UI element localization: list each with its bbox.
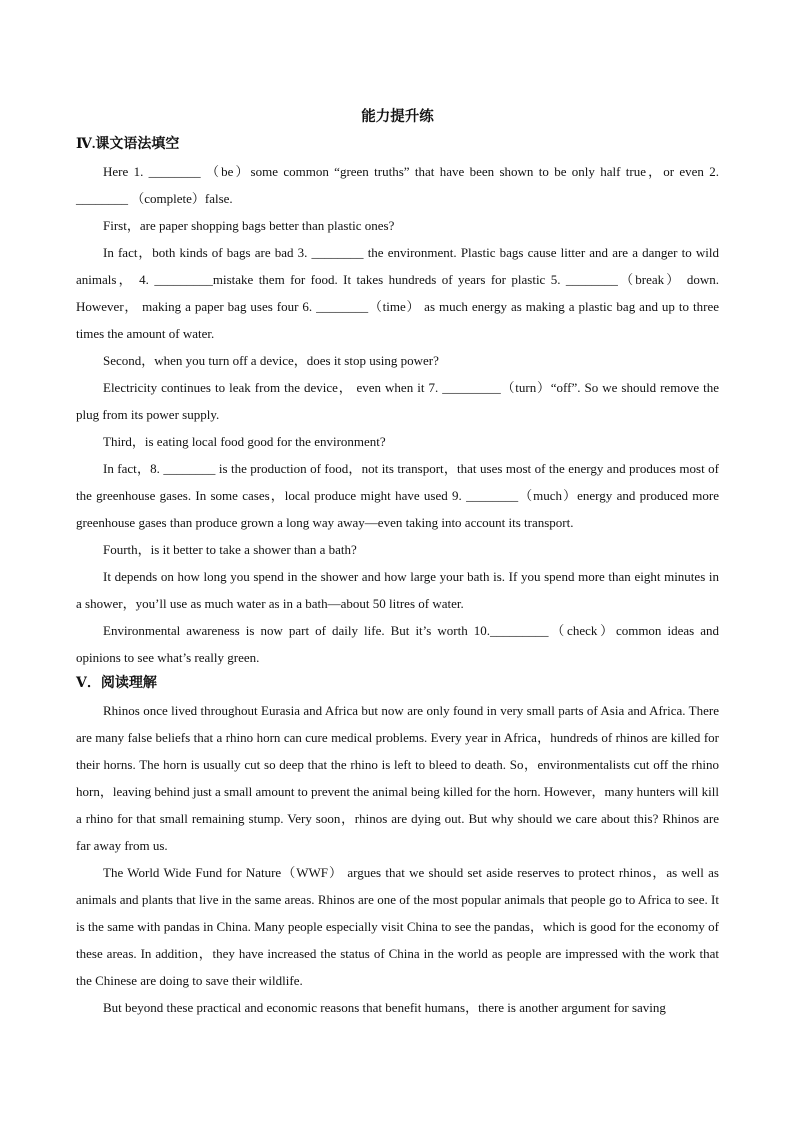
grammar-paragraph-10: Environmental awareness is now part of daily life. But it’s worth 10._________（check）common ideas and opinions to see what’s really green. xyxy=(76,623,719,665)
grammar-paragraph-4: Second，when you turn off a device，does it stop using power? xyxy=(103,353,439,368)
worksheet-page xyxy=(76,104,719,1021)
grammar-paragraph-2: First，are paper shopping bags better than plastic ones? xyxy=(103,218,395,233)
grammar-paragraph-8: Fourth，is it better to take a shower than a bath? xyxy=(103,542,357,557)
reading-paragraph-1: Rhinos once lived throughout Eurasia and Africa but now are only found in very small parts of Asia and Africa. There are many false beliefs that a rhino horn can cure medical problems. Every year in Africa，hundreds of rhinos are killed for their horns. The horn is usually cut so deep that the rhino is left to bleed to death. So，environmentalists cut off the rhino horn，leaving behind just a small amount to prevent the animal being killed for the horn. However，many hunters will kill a rhino for that small remaining stump. Very soon，rhinos are dying out. But why should we care about this? Rhinos are far away from us. xyxy=(76,703,719,853)
grammar-paragraph-5: Electricity continues to leak from the device， even when it 7. _________（turn）“off”. So we should remove the plug from its power supply. xyxy=(76,380,719,422)
grammar-paragraph-7: In fact，8. ________ is the production of food，not its transport，that uses most of the energy and produces most of the greenhouse gases. In some cases，local produce might have used 9. ________（much）energy and produced more greenhouse gases than produce grown a long way away—even taking into account its transport. xyxy=(76,461,719,530)
reading-paragraph-2: The World Wide Fund for Nature（WWF） argues that we should set aside reserves to protect rhinos，as well as animals and plants that live in the same areas. Rhinos are one of the most popular animals that people go to Africa to see. It is the same with pandas in China. Many people especially visit China to see the pandas，which is good for the economy of these areas. In addition，they have increased the status of China in the world as people are impressed with the work that the Chinese are doing to save their wildlife. xyxy=(76,865,719,988)
section-heading-reading: Ⅴ．阅读理解 xyxy=(76,676,157,691)
page-title: 能力提升练 xyxy=(361,109,434,125)
grammar-paragraph-1: Here 1. ________ （be）some common “green truths” that have been shown to be only half true，or even 2. ________ （complete）false. xyxy=(76,164,719,206)
grammar-paragraph-6: Third，is eating local food good for the environment? xyxy=(103,434,386,449)
grammar-paragraph-3: In fact，both kinds of bags are bad 3. ________ the environment. Plastic bags cause litter and are a danger to wild animals， 4. _________mistake them for food. It takes hundreds of years for plastic 5. ________（break） down. However， making a paper bag uses four 6. ________（time） as much energy as making a plastic bag and up to three times the amount of water. xyxy=(76,245,719,341)
section-heading-grammar-fill: Ⅳ.课文语法填空 xyxy=(76,137,180,152)
grammar-paragraph-9: It depends on how long you spend in the shower and how large your bath is. If you spend more than eight minutes in a shower，you’ll use as much water as in a bath—about 50 litres of water. xyxy=(76,569,719,611)
reading-paragraph-3: But beyond these practical and economic reasons that benefit humans，there is another argument for saving xyxy=(103,1000,666,1015)
